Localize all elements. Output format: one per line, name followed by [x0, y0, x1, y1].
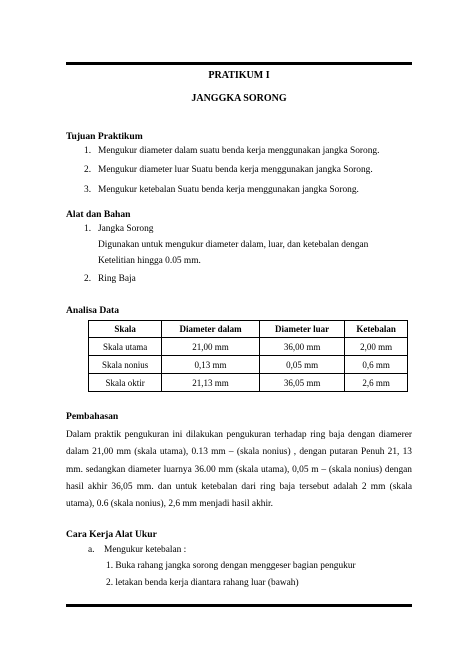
column-header: Diameter dalam [162, 321, 260, 338]
step-item: 1. Buka rahang jangka sorong dengan menggeser bagian pengukur [106, 561, 356, 571]
list-item: Ring Baja [98, 274, 136, 284]
table-cell: 2,00 mm [345, 338, 408, 356]
table-cell: 0,05 mm [259, 356, 344, 374]
table-cell: 21,00 mm [162, 338, 260, 356]
pembahasan-paragraph: Dalam praktik pengukuran ini dilakukan pengukuran terhadap ring baja dengan diamerer dalam 21,00 mm (skala utama), 0.13 mm – (skala nonius) , dengan putaran Penuh 21, 13 mm. sedangkan diameter luarnya 36.00 mm (skala utama), 0,05 m – (skala nonius) dengan hasil akhir 36,05 mm. dan untuk ketebalan dari ring baja tersebut adalah 2 mm (skala utama), 0.6 (skala nonius), 2,6 mm menjadi hasil akhir. [66, 430, 412, 510]
sub-list-item: Mengukur ketebalan : [104, 545, 187, 555]
table-cell: 36,05 mm [259, 374, 344, 392]
cara-heading: Cara Kerja Alat Ukur [66, 529, 157, 540]
table-row [89, 374, 408, 392]
table-cell: Skala utama [89, 338, 162, 356]
column-header: Skala [89, 321, 162, 338]
sub-list-label: a. [88, 545, 95, 555]
list-item: Jangka Sorong [98, 224, 154, 234]
column-header: Ketebalan [345, 321, 408, 338]
list-number: 3. [84, 185, 92, 195]
table-row [89, 338, 408, 356]
table-cell: Skala oktir [89, 374, 162, 392]
page-subtitle: JANGGKA SORONG [191, 93, 287, 104]
page-title: PRATIKUM I [208, 70, 270, 81]
table-cell: 2,6 mm [345, 374, 408, 392]
list-item: Mengukur diameter luar Suatu benda kerja menggunakan jangka Sorong. [98, 165, 373, 175]
list-number: 1. [84, 224, 92, 234]
pembahasan-heading: Pembahasan [66, 411, 119, 422]
column-header: Diameter luar [259, 321, 344, 338]
alat-description: Ketelitian hingga 0.05 mm. [98, 256, 201, 266]
data-table [88, 320, 408, 392]
table-header-row [89, 321, 408, 338]
table-cell: 21,13 mm [162, 374, 260, 392]
alat-description: Digunakan untuk mengukur diameter dalam, luar, dan ketebalan dengan [98, 240, 369, 250]
table-cell: 0,13 mm [162, 356, 260, 374]
bottom-rule [66, 604, 412, 607]
alat-heading: Alat dan Bahan [66, 209, 131, 220]
table-cell: 36,00 mm [259, 338, 344, 356]
table-cell: 0,6 mm [345, 356, 408, 374]
tujuan-heading: Tujuan Praktikum [66, 131, 143, 142]
table-row [89, 356, 408, 374]
top-rule [66, 62, 412, 65]
step-item: 2. letakan benda kerja diantara rahang luar (bawah) [106, 578, 299, 588]
analisa-heading: Analisa Data [66, 305, 120, 316]
list-number: 2. [84, 165, 92, 175]
table-cell: Skala nonius [89, 356, 162, 374]
list-number: 2. [84, 274, 92, 284]
list-number: 1. [84, 146, 92, 156]
list-item: Mengukur diameter dalam suatu benda kerja menggunakan jangka Sorong. [98, 146, 380, 156]
list-item: Mengukur ketebalan Suatu benda kerja menggunakan jangka Sorong. [98, 185, 359, 195]
